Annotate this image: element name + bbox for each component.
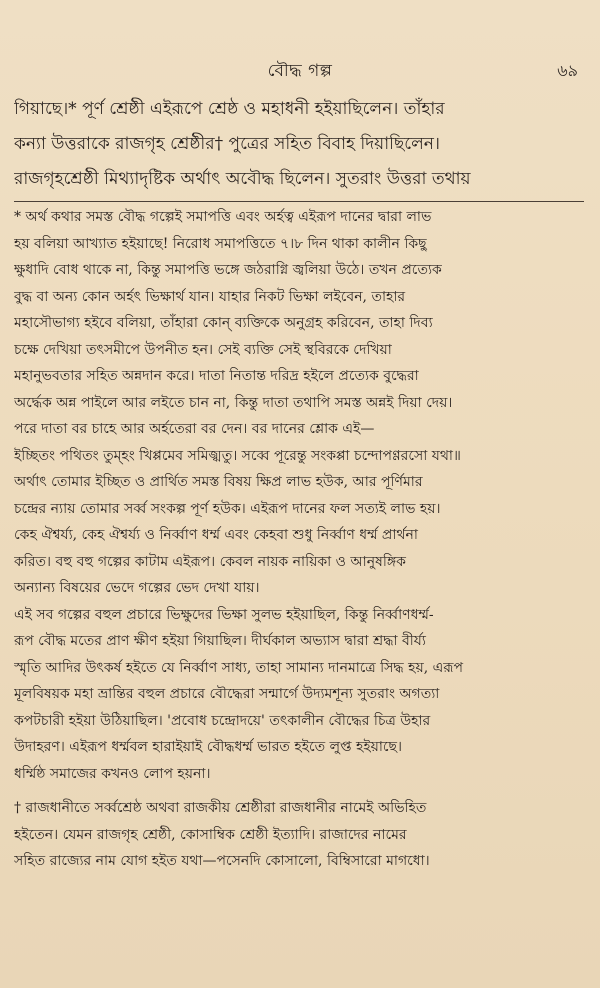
footnote-line: অর্থাৎ তোমার ইচ্ছিত ও প্রার্থিত সমস্ত বিষয় ক্ষিপ্র লাভ হউক, আর পূর্ণিমার [14, 474, 423, 490]
footnote-line: স্মৃতি আদির উৎকর্ষ হইতে যে নির্ব্বাণ সাধ্য, তাহা সামান্য দানমাত্রে সিদ্ধ হয়, এরূপ [14, 659, 463, 676]
footnote-divider [14, 201, 584, 202]
pali-verse-line: ইচ্ছিতং পথিতং তুম্হং খিপ্পমেব সমিজ্ঝতু। সব্বে পূরেন্তু সংকপ্পা চন্দোপণ্ণরসো যথা॥ [14, 447, 461, 464]
footnote-line: কপটচারী হইয়া উঠিয়াছিল। 'প্রবোধ চন্দ্রোদয়ে' তৎকালীন বৌদ্ধের চিত্র উহার [14, 712, 431, 729]
footnote-line: উদাহরণ। এইরূপ ধর্ম্মবল হারাইয়াই বৌদ্ধধর্ম্ম ভারত হইতে লুপ্ত হইয়াছে। [14, 739, 403, 755]
main-text-line: রাজগৃহশ্রেষ্ঠী মিথ্যাদৃষ্টিক অর্থাৎ অবৌদ্ধ ছিলেন। সুতরাং উত্তরা তথায় [14, 169, 471, 189]
footnote-line: চক্ষে দেখিয়া তৎসমীপে উপনীত হন। সেই ব্যক্তি সেই স্থবিরকে দেখিয়া [14, 341, 392, 358]
footnote-line: সহিত রাজ্যের নাম যোগ হইত যথা—পসেনদি কোসালো, বিম্বিসারো মাগধো। [14, 853, 430, 869]
footnote-star [14, 204, 584, 787]
footnotes [14, 204, 584, 875]
footnote-line: হয় বলিয়া আখ্যাত হইয়াছে! নিরোধ সমাপত্তিতে ৭।৮ দিন থাকা কালীন কিছু [14, 235, 427, 252]
footnote-line: করিত। বহু বহু গল্পের কাটাম এইরূপ। কেবল নায়ক নায়িকা ও আনুষঙ্গিক [14, 553, 406, 570]
footnote-line: বুদ্ধ বা অন্য কোন অর্হৎ ভিক্ষার্থ যান। যাহার নিকট ভিক্ষা লইবেন, তাহার [14, 288, 406, 305]
footnote-line: হইতেন। যেমন রাজগৃহ শ্রেষ্ঠী, কোসাম্বিক শ্রেষ্ঠী ইত্যাদি। রাজাদের নামের [14, 826, 407, 843]
footnote-line: মহাসৌভাগ্য হইবে বলিয়া, তাঁহারা কোন্ ব্যক্তিকে অনুগ্রহ করিবেন, তাহা দিব্য [14, 315, 433, 331]
footnote-line: কেহ ঐশ্বর্য্য, কেহ ঐশ্বর্য্য ও নির্ব্বাণ ধর্ম্ম এবং কেহবা শুধু নির্ব্বাণ ধর্ম্ম প্রার্থনা [14, 527, 418, 543]
running-title: বৌদ্ধ গল্প [267, 61, 333, 81]
footnote-line: ধর্ম্মিষ্ঠ সমাজের কখনও লোপ হয়না। [14, 765, 211, 782]
footnote-line: ক্ষুধাদি বোধ থাকে না, কিন্তু সমাপত্তি ভঙ্গে জঠরাগ্নি জ্বলিয়া উঠে। তখন প্রত্যেক [14, 262, 442, 278]
footnote-line: মহানুভবতার সহিত অন্নদান করে। দাতা নিতান্ত দরিদ্র হইলে প্রত্যেক বুদ্ধেরা [14, 368, 419, 384]
footnote-line: অর্দ্ধেক অন্ন পাইলে আর লইতে চান না, কিন্তু দাতা তথাপি সমস্ত অন্নই দিয়া দেয়। [14, 394, 453, 411]
footnote-line: * অর্থ কথার সমস্ত বৌদ্ধ গল্পেই সমাপত্তি এবং অর্হত্ব এইরূপ দানের দ্বারা লাভ [14, 209, 432, 225]
footnote-line: রূপ বৌদ্ধ মতের প্রাণ ক্ষীণ হইয়া গিয়াছিল। দীর্ঘকাল অভ্যাস দ্বারা শ্রদ্ধা বীর্য্য [14, 633, 426, 649]
footnote-line: অন্যান্য বিষয়ের ভেদে গল্পের ভেদ দেখা যায়। [14, 580, 260, 596]
running-head [0, 58, 600, 84]
footnote-line: পরে দাতা বর চাহে আর অর্হতেরা বর দেন। বর দানের শ্লোক এই— [14, 421, 375, 437]
footnote-line: চন্দ্রের ন্যায় তোমার সর্ব্ব সংকল্প পূর্ণ হউক। এইরূপ দানের ফল সত্যই লাভ হয়। [14, 500, 441, 517]
footnote-dagger [14, 795, 584, 875]
footnote-line: এই সব গল্পের বহুল প্রচারে ভিক্ষুদের ভিক্ষা সুলভ হইয়াছিল, কিন্তু নির্ব্বাণধর্ম্ম- [14, 606, 434, 623]
main-text-line: গিয়াছে।* পূর্ণ শ্রেষ্ঠী এইরূপে শ্রেষ্ঠ ও মহাধনী হইয়াছিলেন। তাঁহার [14, 99, 445, 119]
main-text-line: কন্যা উত্তরাকে রাজগৃহ শ্রেষ্ঠীর† পুত্রের সহিত বিবাহ দিয়াছিলেন। [14, 134, 441, 154]
footnote-line: † রাজধানীতে সর্ব্বশ্রেষ্ঠ অথবা রাজকীয় শ্রেষ্ঠীরা রাজধানীর নামেই অভিহিত [14, 800, 427, 816]
footnote-gap [14, 787, 584, 795]
page-number: ৬৯ [557, 61, 578, 80]
footnote-line: মূলবিষয়ক মহা ভ্রান্তির বহুল প্রচারে বৌদ্ধেরা সন্মার্গে উদ্যমশূন্য সুতরাং অগত্যা [14, 686, 440, 702]
main-text [14, 92, 584, 197]
